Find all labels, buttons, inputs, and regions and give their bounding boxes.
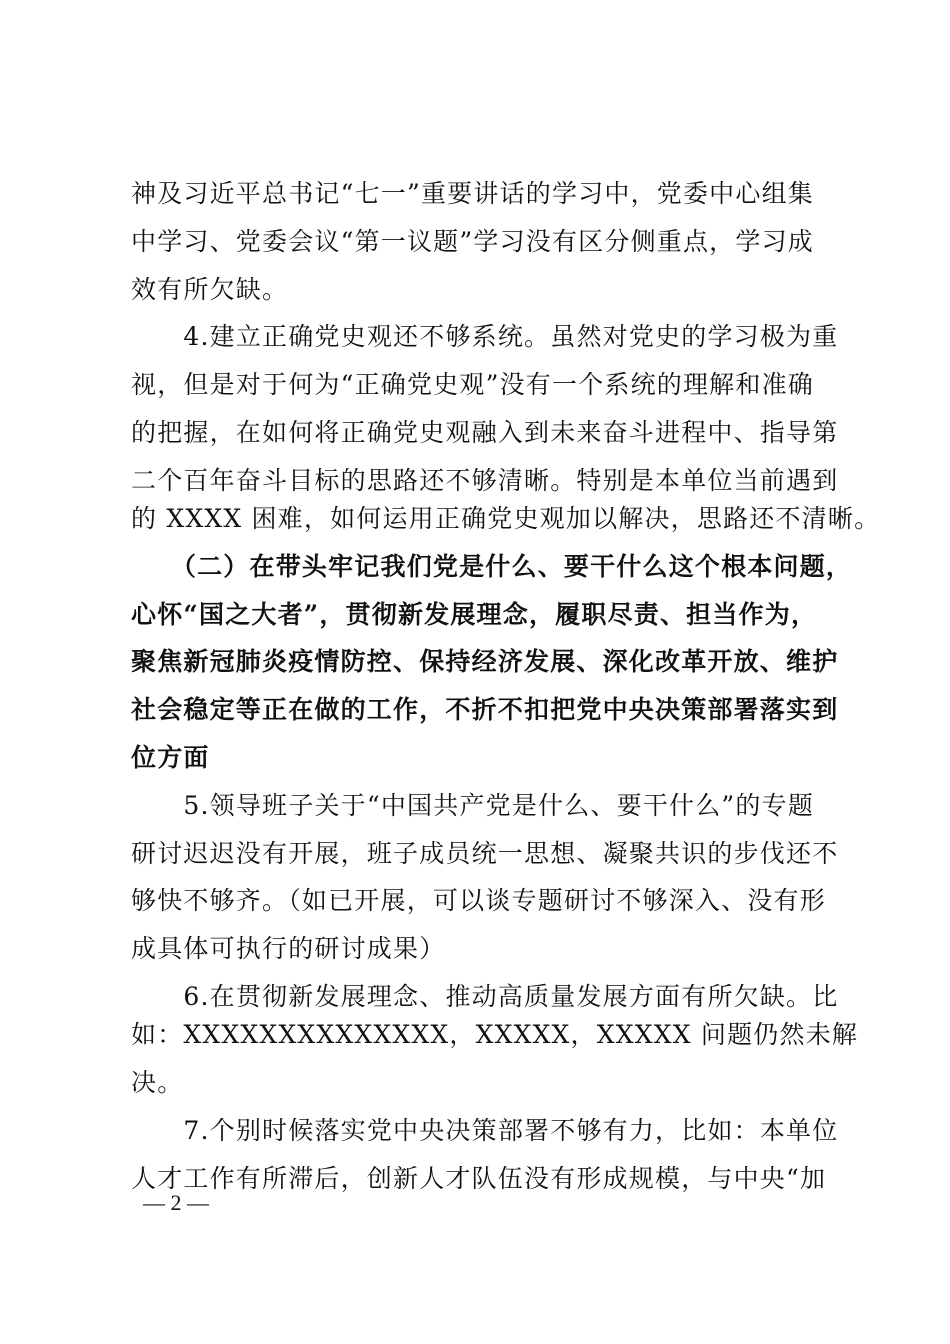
paragraph-line: 神及习近平总书记“七一”重要讲话的学习中，党委中心组集: [131, 179, 814, 208]
paragraph-line: 成具体可执行的研讨成果）: [131, 934, 446, 963]
section-heading-line: 社会稳定等正在做的工作，不折不扣把党中央决策部署落实到: [131, 695, 839, 724]
paragraph-line: 决。: [131, 1068, 184, 1097]
paragraph-line: 中学习、党委会议“第一议题”学习没有区分侧重点，学习成: [131, 227, 814, 256]
paragraph-line: 4.建立正确党史观还不够系统。虽然对党史的学习极为重: [131, 322, 839, 351]
section-heading-line: 位方面: [131, 743, 210, 772]
paragraph-line: 的把握，在如何将正确党史观融入到未来奋斗进程中、指导第: [131, 418, 839, 447]
paragraph-line: 的 XXXX 困难，如何运用正确党史观加以解决，思路还不清晰。: [131, 504, 881, 533]
section-heading-line: 心怀“国之大者”，贯彻新发展理念，履职尽责、担当作为，: [131, 600, 818, 629]
paragraph-line: 够快不够齐。（如已开展，可以谈专题研讨不够深入、没有形: [131, 886, 826, 915]
section-heading-line: 聚焦新冠肺炎疫情防控、保持经济发展、深化改革开放、维护: [131, 647, 839, 676]
paragraph-line: 研讨迟迟没有开展，班子成员统一思想、凝聚共识的步伐还不: [131, 839, 839, 868]
paragraph-line: 效有所欠缺。: [131, 275, 289, 304]
paragraph-line: 人才工作有所滞后，创新人才队伍没有形成规模，与中央“加: [131, 1164, 827, 1193]
paragraph-line: 7.个别时候落实党中央决策部署不够有力，比如：本单位: [131, 1116, 839, 1145]
section-heading-line: （二）在带头牢记我们党是什么、要干什么这个根本问题，: [131, 552, 853, 581]
paragraph-line: 二个百年奋斗目标的思路还不够清晰。特别是本单位当前遇到: [131, 466, 839, 495]
paragraph-line: 视，但是对于何为“正确党史观”没有一个系统的理解和准确: [131, 370, 814, 399]
page-number: — 2 —: [143, 1190, 209, 1215]
paragraph-line: 6.在贯彻新发展理念、推动高质量发展方面有所欠缺。比: [131, 982, 839, 1011]
paragraph-line: 如：XXXXXXXXXXXXXX，XXXXX，XXXXX 问题仍然未解: [131, 1020, 859, 1049]
paragraph-line: 5.领导班子关于“中国共产党是什么、要干什么”的专题: [131, 791, 815, 820]
